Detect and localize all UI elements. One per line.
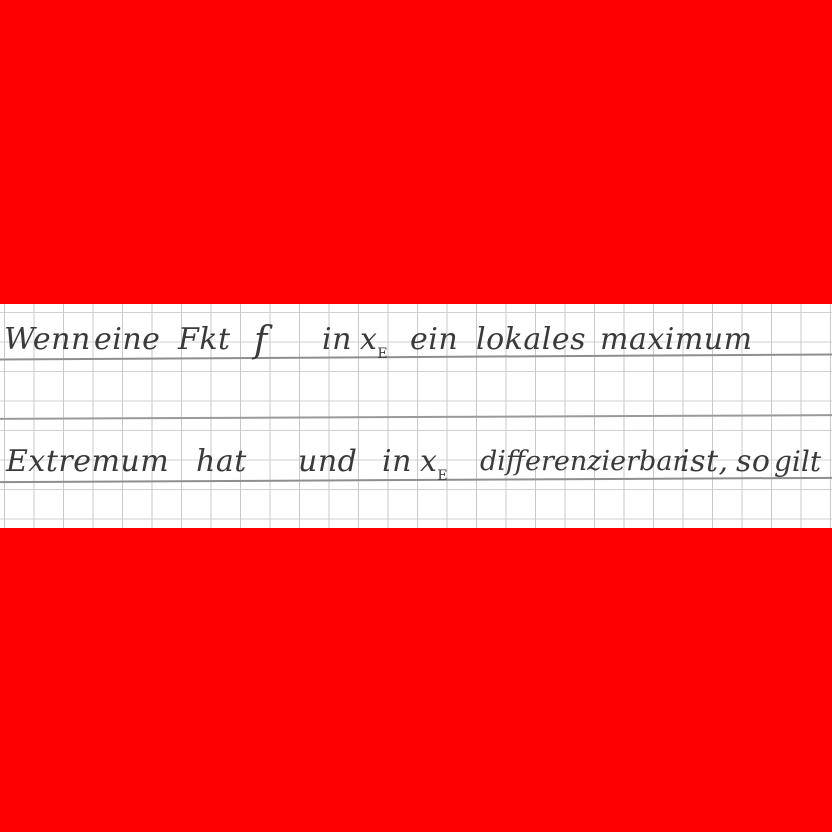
word: Wenn bbox=[4, 322, 91, 357]
word: und bbox=[298, 444, 358, 479]
word: gilt bbox=[774, 445, 822, 478]
red-band-bottom bbox=[0, 528, 832, 832]
variable-x-e: $x_E$ bbox=[360, 322, 389, 362]
word: in bbox=[382, 444, 412, 479]
word: so bbox=[736, 444, 771, 479]
word: lokales bbox=[476, 322, 586, 357]
word: in bbox=[322, 322, 352, 357]
word: f bbox=[254, 320, 268, 361]
word: maximum bbox=[600, 322, 753, 357]
word: ein bbox=[410, 322, 459, 357]
word: differenzierbar bbox=[480, 446, 686, 477]
ruled-line bbox=[0, 414, 832, 420]
word: hat bbox=[196, 444, 247, 479]
word: eine bbox=[94, 322, 161, 357]
red-band-top bbox=[0, 0, 832, 304]
grid-paper-strip bbox=[0, 304, 832, 528]
word: Fkt bbox=[178, 322, 231, 357]
word: Extremum bbox=[6, 444, 170, 479]
word: ist, bbox=[680, 444, 729, 479]
variable-x-e: $x_E$ bbox=[420, 444, 449, 484]
